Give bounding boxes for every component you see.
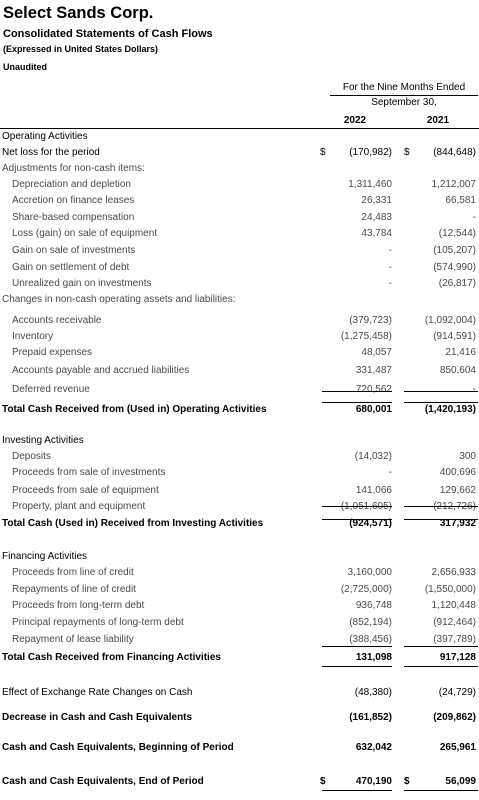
value-2022: 24,483 [361, 212, 392, 223]
header-rule [0, 128, 479, 129]
row-label: Effect of Exchange Rate Changes on Cash [2, 687, 193, 698]
total-rule-financing-2022 [322, 666, 392, 667]
row-label: Total Cash Received from Financing Activities [2, 652, 221, 663]
table-row [0, 742, 479, 756]
value-2021: 129,662 [439, 485, 476, 496]
value-2022: 632,042 [355, 742, 392, 753]
subtotal-rule-operating-2022 [322, 391, 392, 392]
value-2021: 21,416 [445, 347, 476, 358]
table-row [0, 567, 479, 581]
table-row [0, 331, 479, 345]
value-2021: 56,099 [445, 776, 476, 787]
value-2022: - [388, 245, 392, 256]
value-2022: (48,380) [354, 687, 392, 698]
table-row [0, 365, 479, 379]
year-2022-header: 2022 [343, 115, 367, 126]
value-2022: 43,784 [361, 228, 392, 239]
table-row [0, 347, 479, 361]
row-label: Unrealized gain on investments [12, 278, 152, 289]
value-2021: 66,581 [445, 195, 476, 206]
value-2021: 265,961 [439, 742, 476, 753]
table-row [0, 467, 479, 481]
period-line-1: For the Nine Months Ended [342, 82, 466, 93]
subtotal-rule-operating-2021 [404, 391, 478, 392]
value-2021: (1,092,004) [424, 315, 476, 326]
total-rule-investing-2022 [322, 519, 392, 520]
row-label: Accretion on finance leases [12, 195, 135, 206]
value-2022: 48,057 [361, 347, 392, 358]
value-2021: (212,726) [433, 501, 476, 512]
table-row [0, 485, 479, 499]
row-label: Gain on settlement of debt [12, 262, 130, 273]
row-label: Repayments of line of credit [12, 584, 136, 595]
value-2021: 300 [459, 451, 476, 462]
period-rule [330, 95, 478, 96]
table-row [0, 776, 479, 790]
row-label: Property, plant and equipment [12, 501, 146, 512]
subtotal-rule-financing-2022 [322, 646, 392, 647]
value-2022: 3,160,000 [347, 567, 392, 578]
company-name: Select Sands Corp. [3, 4, 154, 22]
row-label: Adjustments for non-cash items: [2, 163, 145, 174]
value-2022: (388,456) [349, 634, 392, 645]
row-label: Repayment of lease liability [12, 634, 134, 645]
value-2021: - [472, 384, 476, 395]
table-row [0, 228, 479, 242]
value-2021: 917,128 [439, 652, 476, 663]
value-2021: 2,656,933 [431, 567, 476, 578]
value-2021: (574,990) [433, 262, 476, 273]
row-label: Share-based compensation [12, 212, 135, 223]
row-label: Total Cash (Used in) Received from Investing Activities [2, 518, 264, 529]
value-2021: (26,817) [438, 278, 476, 289]
value-2021: (105,207) [433, 245, 476, 256]
currency-symbol-2022: $ [320, 776, 326, 787]
row-label: Cash and Cash Equivalents, Beginning of Period [2, 742, 234, 753]
value-2021: 850,604 [439, 365, 476, 376]
value-2022: 141,066 [355, 485, 392, 496]
value-2022: - [388, 467, 392, 478]
currency-symbol-2021: $ [404, 147, 410, 158]
value-2021: (1,420,193) [424, 404, 476, 415]
total-rule-operating-2022 [322, 402, 392, 403]
value-2021: - [472, 212, 476, 223]
row-label: Cash and Cash Equivalents, End of Period [2, 776, 204, 787]
value-2021: 1,120,448 [431, 600, 476, 611]
table-row [0, 600, 479, 614]
row-label: Depreciation and depletion [12, 179, 131, 190]
table-row [0, 212, 479, 226]
value-2022: (2,725,000) [340, 584, 392, 595]
value-2021: (912,464) [433, 617, 476, 628]
row-label: Total Cash Received from (Used in) Operating Activities [2, 404, 267, 415]
table-row [0, 262, 479, 276]
row-label: Principal repayments of long-term debt [12, 617, 184, 628]
subtotal-rule-financing-2021 [404, 646, 478, 647]
value-2022: 331,487 [355, 365, 392, 376]
row-label: Net loss for the period [2, 147, 100, 158]
value-2021: 400,696 [439, 467, 476, 478]
row-label: Inventory [12, 331, 54, 342]
row-label: Loss (gain) on sale of equipment [12, 228, 158, 239]
value-2021: (12,544) [438, 228, 476, 239]
total-rule-financing-2021 [404, 666, 478, 667]
row-label: Proceeds from line of credit [12, 567, 134, 578]
value-2021: (914,591) [433, 331, 476, 342]
table-row [0, 584, 479, 598]
table-row [0, 278, 479, 292]
value-2021: (1,550,000) [424, 584, 476, 595]
final-rule-2022 [322, 790, 392, 791]
table-row [0, 712, 479, 726]
value-2022: (379,723) [349, 315, 392, 326]
value-2022: (170,982) [349, 147, 392, 158]
value-2022: (852,194) [349, 617, 392, 628]
value-2022: - [388, 278, 392, 289]
value-2022: 131,098 [355, 652, 392, 663]
row-label: Deposits [12, 451, 51, 462]
value-2021: 1,212,007 [431, 179, 476, 190]
row-label: Proceeds from sale of equipment [12, 485, 159, 496]
row-label: Proceeds from sale of investments [12, 467, 166, 478]
table-row [0, 501, 479, 515]
total-rule-operating-2021 [404, 402, 478, 403]
subtotal-rule-investing-2021 [404, 506, 478, 507]
value-2022: (161,852) [349, 712, 392, 723]
total-rule-investing-2021 [404, 519, 478, 520]
value-2022: 680,001 [355, 404, 392, 415]
value-2021: 317,932 [439, 518, 476, 529]
table-row [0, 163, 479, 177]
row-label: Investing Activities [2, 435, 84, 446]
value-2022: - [388, 262, 392, 273]
table-row [0, 404, 479, 418]
table-row [0, 652, 479, 666]
table-row [0, 435, 479, 449]
row-label: Financing Activities [2, 551, 88, 562]
table-row [0, 687, 479, 701]
period-line-2: September 30, [371, 97, 437, 108]
row-label: Accounts receivable [12, 315, 102, 326]
value-2022: (14,032) [354, 451, 392, 462]
currency-symbol-2021: $ [404, 776, 410, 787]
value-2022: (924,571) [349, 518, 392, 529]
table-row [0, 551, 479, 565]
currency-note: (Expressed in United States Dollars) [3, 44, 159, 54]
row-label: Operating Activities [2, 131, 88, 142]
value-2022: 936,748 [355, 600, 392, 611]
value-2022: (1,275,458) [340, 331, 392, 342]
table-row [0, 131, 479, 145]
final-rule-2021 [404, 790, 478, 791]
row-label: Gain on sale of investments [12, 245, 136, 256]
table-row [0, 147, 479, 161]
row-label: Proceeds from long-term debt [12, 600, 145, 611]
currency-symbol-2022: $ [320, 147, 326, 158]
value-2022: (1,051,605) [340, 501, 392, 512]
row-label: Changes in non-cash operating assets and liabilities: [2, 294, 236, 305]
table-row [0, 195, 479, 209]
value-2022: 1,311,460 [348, 179, 392, 190]
value-2021: (209,862) [433, 712, 476, 723]
row-label: Accounts payable and accrued liabilities [12, 365, 190, 376]
table-row [0, 451, 479, 465]
value-2022: 720,562 [355, 384, 392, 395]
row-label: Decrease in Cash and Cash Equivalents [2, 712, 193, 723]
table-row [0, 179, 479, 193]
row-label: Deferred revenue [12, 384, 90, 395]
value-2022: 470,190 [355, 776, 392, 787]
row-label: Prepaid expenses [12, 347, 93, 358]
audit-status: Unaudited [3, 62, 47, 72]
table-row [0, 617, 479, 631]
value-2021: (397,789) [433, 634, 476, 645]
subtotal-rule-investing-2022 [322, 506, 392, 507]
table-row [0, 245, 479, 259]
year-2021-header: 2021 [426, 115, 450, 126]
table-row [0, 294, 479, 308]
value-2022: 26,331 [361, 195, 392, 206]
table-row [0, 518, 479, 532]
statement-title: Consolidated Statements of Cash Flows [3, 28, 213, 40]
table-row [0, 315, 479, 329]
value-2021: (24,729) [438, 687, 476, 698]
value-2021: (844,648) [433, 147, 476, 158]
